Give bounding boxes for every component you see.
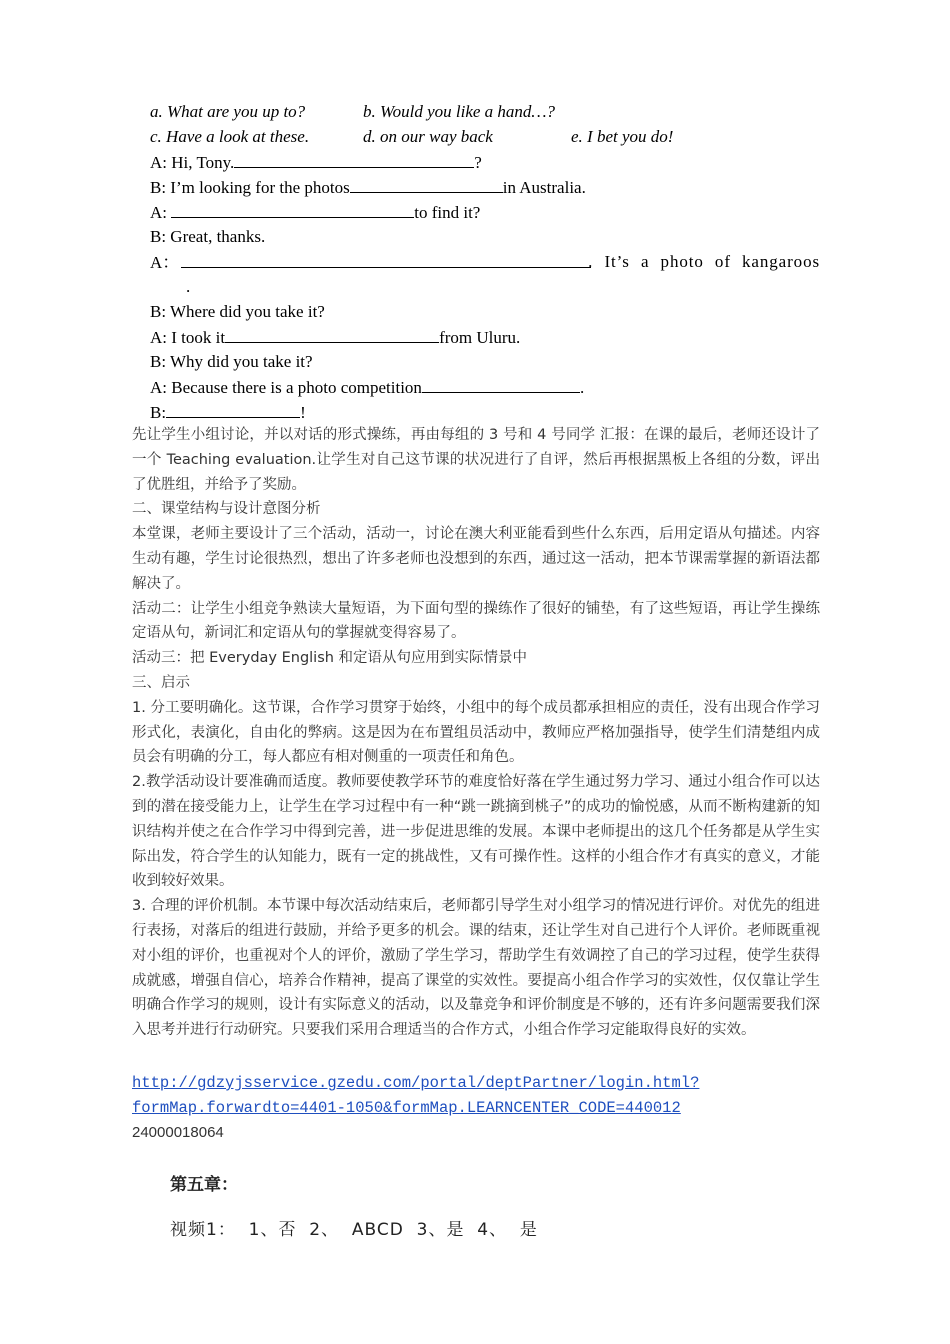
line-text: to find it? bbox=[414, 203, 481, 222]
line-text: A: I took it bbox=[150, 328, 226, 347]
options-row-2 bbox=[150, 124, 820, 149]
paragraph-activity-3: 活动三：把 Everyday English 和定语从句应用到实际情景中 bbox=[132, 650, 528, 667]
paragraph-intro: 先让学生小组讨论，并以对话的形式操练，再由每组的 3 号和 4 号同学 汇报：在课的最后，老师还设计了一个 Teaching evaluation.让学生对自己这节课的状况进行了自评，然后再根据黑板上各组的分数，评出了优胜组，并给予了奖励。 bbox=[132, 427, 820, 493]
line-text: A: bbox=[150, 203, 172, 222]
line-text: . It’s a photo of kangaroos bbox=[588, 252, 820, 271]
code-number: 24000018064 bbox=[132, 1124, 224, 1141]
line-text: B: I’m looking for the photos bbox=[150, 178, 350, 197]
answer-blank bbox=[350, 174, 503, 193]
dialogue-line-7 bbox=[150, 324, 820, 350]
answer-blank bbox=[422, 374, 580, 393]
option-e: e. I bet you do! bbox=[571, 127, 674, 146]
paragraph-activity-2: 活动二：让学生小组竞争熟读大量短语，为下面句型的操练作了很好的铺垫，有了这些短语，再让学生操练定语从句，新词汇和定语从句的掌握就变得容易了。 bbox=[132, 600, 820, 642]
paragraph-insight-1: 1. 分工要明确化。这节课，合作学习贯穿于始终，小组中的每个成员都承担相应的责任，没有出现合作学习形式化，表演化，自由化的弊病。这是因为在布置组员活动中，教师应严格加强指导，使学生们清楚组内成员会有明确的分工，每人都应有相对侧重的一项责任和角色。 bbox=[132, 699, 820, 766]
option-b: b. Would you like a hand…? bbox=[363, 102, 556, 121]
answer-blank bbox=[166, 399, 300, 418]
line-text: in Australia. bbox=[502, 178, 586, 197]
body-text bbox=[132, 423, 820, 1043]
line-text: A: Hi, Tony. bbox=[150, 153, 235, 172]
line-text: from Uluru. bbox=[439, 328, 521, 347]
dialogue-line-10 bbox=[150, 399, 820, 425]
portal-link-line-1[interactable]: http://gdzyjsservice.gzedu.com/portal/deptPartner/login.html? bbox=[132, 1074, 700, 1092]
dialogue-line-5 bbox=[150, 249, 820, 275]
line-text: B: bbox=[150, 403, 167, 422]
dialogue-line-4: B: Great, thanks. bbox=[150, 227, 266, 246]
line-text: A： bbox=[150, 253, 180, 272]
paragraph-insight-2: 2.教学活动设计要准确而适度。教师要使教学环节的难度恰好落在学生通过努力学习、通过小组合作可以达到的潜在接受能力上，让学生在学习过程中有一种“跳一跳摘到桃子”的成功的愉悦感，从而不断构建新的知识结构并使之在合作学习中得到完善，进一步促进思维的发展。本课中老师提出的这几个任务都是从学生实际出发，符合学生的认知能力，既有一定的挑战性，又有可操作性。这样的小组合作才有真实的意义，才能收到较好效果。 bbox=[132, 774, 820, 890]
line-text: ! bbox=[300, 403, 306, 422]
answer-blank bbox=[234, 149, 474, 168]
option-a: a. What are you up to? bbox=[150, 102, 306, 121]
answer-blank bbox=[171, 199, 414, 218]
dialogue-line-2 bbox=[150, 174, 820, 200]
dialogue-line-3 bbox=[150, 199, 820, 225]
options-row-1 bbox=[150, 99, 820, 124]
dialogue-line-9 bbox=[150, 374, 820, 400]
section-heading-2: 二、课堂结构与设计意图分析 bbox=[132, 501, 321, 518]
paragraph-activity-1: 本堂课，老师主要设计了三个活动，活动一，讨论在澳大利亚能看到些什么东西，后用定语从句描述。内容生动有趣，学生讨论很热烈，想出了许多老师也没想到的东西，通过这一活动，把本节课需掌握的新语法都解决了。 bbox=[132, 526, 820, 592]
line-text: A: Because there is a photo competition bbox=[150, 378, 422, 397]
dialogue-line-8: B: Why did you take it? bbox=[150, 352, 313, 371]
dialogue-line-6: B: Where did you take it? bbox=[150, 302, 325, 321]
video-answers: 视频1： 1、否 2、 ABCD 3、是 4、 是 bbox=[170, 1220, 538, 1240]
answer-blank bbox=[181, 249, 591, 268]
line-text: . bbox=[579, 378, 585, 397]
paragraph-insight-3: 3. 合理的评价机制。本节课中每次活动结束后，老师都引导学生对小组学习的情况进行评价。对优先的组进行表扬，对落后的组进行鼓励，并给予更多的机会。课的结束，还让学生对自己进行个人评价。老师既重视对小组的评价，也重视对个人的评价，激励了学生学习，帮助学生有效调控了自己的学习过程，使学生获得成就感，增强自信心，培养合作精神，提高了课堂的实效性。要提高小组合作学习的实效性，仅仅靠让学生明确合作学习的规则，设计有实际意义的活动，以及靠竞争和评价制度是不够的，还有许多问题需要我们深入思考并进行行动研究。只要我们采用合理适当的合作方式，小组合作学习定能取得良好的实效。 bbox=[132, 898, 820, 1039]
portal-link-line-2[interactable]: formMap.forwardto=4401-1050&formMap.LEARNCENTER_CODE=440012 bbox=[132, 1099, 681, 1117]
section-heading-3: 三、启示 bbox=[132, 674, 190, 691]
option-c: c. Have a look at these. bbox=[150, 127, 310, 146]
answer-blank bbox=[225, 324, 439, 343]
line-text: ? bbox=[474, 153, 482, 172]
dialogue-line-1 bbox=[150, 149, 820, 175]
dialogue-line-5-end: . bbox=[186, 277, 191, 296]
chapter-heading: 第五章： bbox=[170, 1175, 238, 1195]
option-d: d. on our way back bbox=[363, 127, 493, 146]
